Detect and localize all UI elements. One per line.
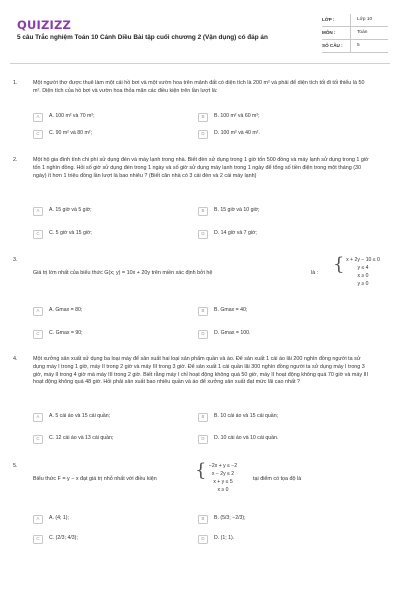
option-text: A. 100 m² và 70 m²; <box>49 113 95 120</box>
system-line: x − 2y ≤ 2 <box>211 470 235 477</box>
option-text: B. Gmax = 40; <box>214 307 248 314</box>
system-line: x + 2y − 10 ≤ 0 <box>346 257 380 263</box>
option-letter-box: C <box>33 435 43 444</box>
system-brace: { <box>195 460 207 481</box>
question-number: 5. <box>13 463 18 469</box>
option-letter-box: B <box>198 413 208 422</box>
system-line: y ≥ 0 <box>357 280 369 287</box>
system-line: x + y ≤ 5 <box>213 478 233 485</box>
option-c[interactable] <box>33 533 78 545</box>
option-letter-box: B <box>198 515 208 524</box>
option-text: C. 90 m² và 80 m²; <box>49 130 92 137</box>
option-d[interactable] <box>198 433 278 445</box>
option-letter-box: C <box>33 330 43 339</box>
option-d[interactable] <box>198 128 260 140</box>
option-a[interactable] <box>33 205 92 217</box>
meta-row-subject <box>322 27 388 40</box>
option-text: C. Gmax = 90; <box>49 330 83 337</box>
option-a[interactable] <box>33 305 82 317</box>
question-text: Biểu thức F = y − x đạt giá trị nhỏ nhất với điều kiện <box>33 476 157 482</box>
option-text: A. Gmax = 80; <box>49 307 83 314</box>
question-text: Một hộ gia đình tính chi phí sử dụng đèn và máy lạnh trong nhà. Biết đèn sử dụng trong 1 giờ tốn 500 đồng và máy lạnh sử dụng trong 1 giờ tốn 1 nghìn đồng. Hỏi số giờ sử dụng đèn trong 1 ngày và số giờ sử dụng máy lạnh trong 1 ngày để tổng số tiền điện trong một tháng (30 ngày) ít hơn 1 triệu đồng lần lượt là bao nhiêu ? (Biết căn nhà có 3 cái đèn và 2 cái máy lạnh) <box>33 157 369 179</box>
option-text: A. (4; 1); <box>49 515 69 522</box>
meta-label: LỚP : <box>322 16 335 22</box>
option-text: D. 100 m² và 40 m². <box>214 130 260 137</box>
option-text: B. 10 cái áo và 15 cái quần; <box>214 413 279 420</box>
meta-value: Toán <box>350 27 388 39</box>
quizizz-logo: QUIZIZZ <box>17 18 72 32</box>
option-a[interactable] <box>33 111 95 123</box>
question-number: 2. <box>13 157 18 163</box>
option-letter-box: C <box>33 230 43 239</box>
option-letter-box: D <box>198 330 208 339</box>
option-text: A. 15 giờ và 5 giờ; <box>49 207 92 214</box>
option-text: C. (2/3; 4/3); <box>49 535 78 542</box>
option-text: D. Gmax = 100. <box>214 330 251 337</box>
option-letter-box: B <box>198 207 208 216</box>
option-c[interactable] <box>33 128 92 140</box>
option-text: D. 14 giờ và 7 giờ; <box>214 230 257 237</box>
option-b[interactable] <box>198 305 247 317</box>
option-text: A. 5 cái áo và 15 cái quần; <box>49 413 111 420</box>
system-line: x ≥ 0 <box>217 486 229 493</box>
option-b[interactable] <box>198 205 259 217</box>
option-c[interactable] <box>33 228 92 240</box>
meta-label: MÔN : <box>322 29 336 35</box>
header-divider <box>10 63 390 64</box>
question-number: 4. <box>13 356 18 362</box>
question-text-suffix: là : <box>311 270 319 276</box>
option-text: B. 100 m² và 60 m²; <box>214 113 260 120</box>
system-line: −2x + y ≤ −2 <box>208 463 238 469</box>
question-text-suffix: tại điểm có tọa độ là <box>253 476 302 482</box>
option-letter-box: A <box>33 113 43 122</box>
question-number: 3. <box>13 257 18 263</box>
option-letter-box: D <box>198 435 208 444</box>
option-c[interactable] <box>33 328 83 340</box>
option-letter-box: C <box>33 130 43 139</box>
option-letter-box: D <box>198 230 208 239</box>
option-b[interactable] <box>198 111 260 123</box>
question-text: Giá trị lớn nhất của biểu thức G(x; y) = 10x + 20y trên miền xác định bởi hệ <box>33 270 213 276</box>
option-letter-box: D <box>198 535 208 544</box>
option-text: C. 5 giờ và 15 giờ; <box>49 230 92 237</box>
option-letter-box: A <box>33 413 43 422</box>
option-a[interactable] <box>33 513 69 525</box>
option-letter-box: A <box>33 207 43 216</box>
question-text: Một người thợ được thuê làm một cái hồ bơi và một vườn hoa trên mảnh đất có diện tích là 200 m² và phải để diện tích tối đi tối thiểu là 50 m². Diện tích của hồ bơi và vườn hoa thỏa mãn các điều kiện trên lần lượt là: <box>33 80 365 94</box>
page-title: 5 câu Trắc nghiệm Toán 10 Cánh Diều Bài tập cuối chương 2 (Vận dụng) có đáp án <box>17 34 268 41</box>
option-letter-box: A <box>33 515 43 524</box>
option-text: C. 12 cái áo và 13 cái quần; <box>49 435 114 442</box>
option-text: D. (1; 1). <box>214 535 235 542</box>
option-d[interactable] <box>198 533 234 545</box>
option-letter-box: A <box>33 307 43 316</box>
meta-row-count <box>322 40 388 53</box>
option-text: B. 15 giờ và 10 giờ; <box>214 207 260 214</box>
inequality-system <box>195 460 245 495</box>
option-letter-box: B <box>198 113 208 122</box>
option-text: B. (5/3; −2/3); <box>214 515 246 522</box>
meta-table <box>322 14 388 53</box>
meta-value: Lớp 10 <box>350 14 388 26</box>
option-text: D. 10 cái áo và 10 cái quần. <box>214 435 279 442</box>
option-b[interactable] <box>198 513 246 525</box>
system-line: y ≤ 4 <box>357 264 369 271</box>
option-a[interactable] <box>33 411 110 423</box>
meta-label: SỐ CÂU : <box>322 42 343 48</box>
option-d[interactable] <box>198 328 250 340</box>
option-b[interactable] <box>198 411 278 423</box>
option-letter-box: C <box>33 535 43 544</box>
option-d[interactable] <box>198 228 257 240</box>
meta-row-class <box>322 14 388 27</box>
system-line: x ≥ 0 <box>357 272 369 279</box>
meta-value: 5 <box>350 40 388 52</box>
system-brace: { <box>333 254 345 275</box>
inequality-system <box>333 254 387 289</box>
option-letter-box: B <box>198 307 208 316</box>
question-number: 1. <box>13 80 18 86</box>
question-text: Một xưởng sản xuất sử dụng ba loại máy để sản xuất hai loại sản phẩm quần và áo. Để sản xuất 1 cái áo lãi 200 nghìn đồng người ta sử dụng máy I trong 1 giờ, máy II trong 2 giờ và máy III trong 3 giờ. Để sản xuất 1 cái quần lãi 300 nghìn đồng người ta sử dụng máy I trong 3 giờ, máy II trong 4 giờ mà máy III trong 2 giờ. Biết rằng máy I chỉ hoạt động không quá 50 giờ, máy II hoạt động không quá 70 giờ và máy III hoạt động không quá 48 giờ. Hỏi phải sản xuất bao nhiêu quần và áo để xưởng sản xuất đạt mức lãi cao nhất ? <box>33 356 369 386</box>
option-letter-box: D <box>198 130 208 139</box>
option-c[interactable] <box>33 433 113 445</box>
